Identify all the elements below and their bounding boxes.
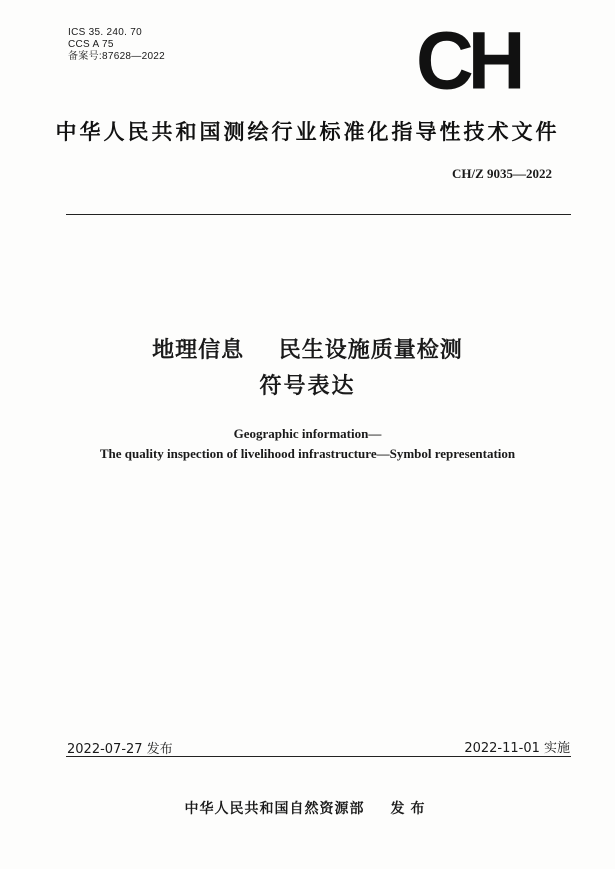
classification-codes <box>68 27 165 63</box>
chinese-title-line-1: 地理信息 民生设施质量检测 <box>152 338 463 363</box>
publisher-line <box>0 798 615 818</box>
ch-logo: CH <box>416 15 520 106</box>
standard-category-title: 中华人民共和国测绘行业标准化指导性技术文件 <box>55 120 560 144</box>
bottom-divider <box>66 756 571 757</box>
english-title-line-1: Geographic information— <box>233 426 382 441</box>
chinese-title-line-2: 符号表达 <box>259 374 356 399</box>
ccs-code: CCS A 75 <box>68 39 114 50</box>
english-title-line-2: The quality inspection of livelihood infrastructure—Symbol representation <box>99 446 516 461</box>
issue-date: 2022-07-27 发布 <box>67 742 173 757</box>
implementation-date: 2022-11-01 实施 <box>464 741 570 756</box>
ics-code: ICS 35. 240. 70 <box>68 27 142 38</box>
standard-number: CH/Z 9035—2022 <box>451 166 552 181</box>
publisher-name: 中华人民共和国自然资源部 <box>184 801 365 817</box>
top-divider <box>66 214 571 215</box>
publish-action: 发布 <box>390 801 431 817</box>
record-number: 备案号:87628—2022 <box>68 51 166 62</box>
